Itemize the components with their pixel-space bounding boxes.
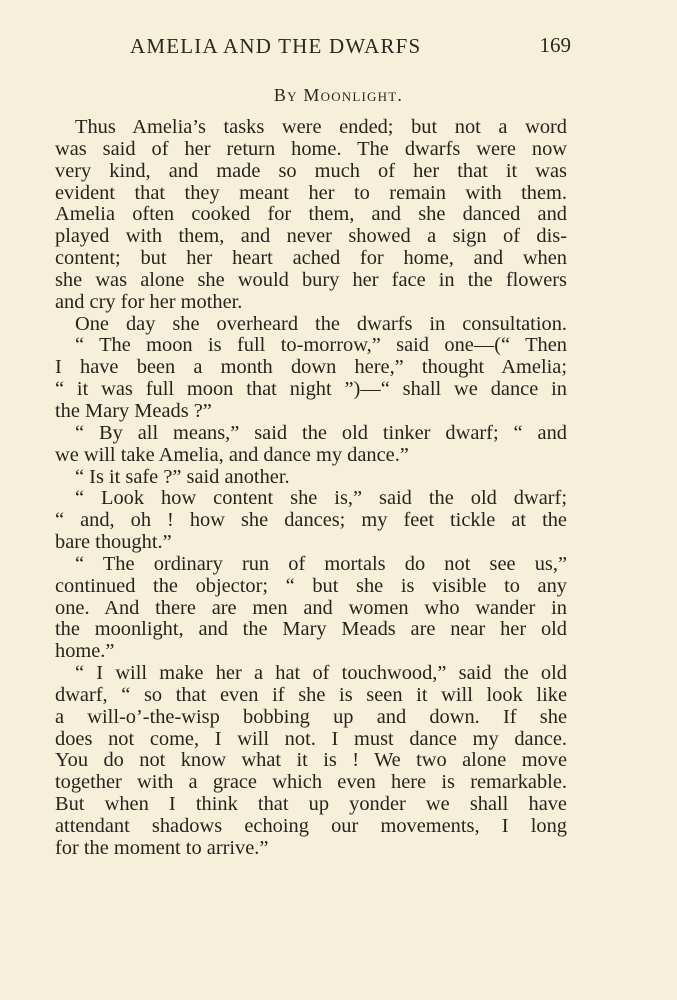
text-line: Amelia often cooked for them, and she danced and xyxy=(55,203,567,226)
section-title: By Moonlight. xyxy=(273,85,404,105)
text-line: You do not know what it is ! We two alone move xyxy=(55,749,567,772)
text-line: dwarf, “ so that even if she is seen it will look like xyxy=(55,683,567,706)
text-line: she was alone she would bury her face in the flowers xyxy=(55,268,567,291)
text-line: “ and, oh ! how she dances; my feet tickle at the xyxy=(55,509,567,532)
text-line: for the moment to arrive.” xyxy=(55,836,269,859)
text-line: “ I will make her a hat of touchwood,” said the old xyxy=(75,662,567,685)
text-line: One day she overheard the dwarfs in consultation. xyxy=(75,312,567,335)
text-line: we will take Amelia, and dance my dance.” xyxy=(55,443,409,466)
text-line: home.” xyxy=(55,640,115,663)
text-line: evident that they meant her to remain with them. xyxy=(55,181,567,204)
text-line: the Mary Meads ?” xyxy=(55,399,212,422)
text-line: the moonlight, and the Mary Meads are near her old xyxy=(55,618,567,641)
text-line: together with a grace which even here is remarkable. xyxy=(55,771,567,794)
text-line: “ it was full moon that night ”)—“ shall we dance in xyxy=(55,378,567,401)
text-line: Thus Amelia’s tasks were ended; but not a word xyxy=(75,116,567,138)
text-line: attendant shadows echoing our movements, I long xyxy=(55,815,567,837)
text-line: does not come, I will not. I must dance my dance. xyxy=(55,727,567,750)
page-number: 169 xyxy=(539,33,571,57)
text-line: was said of her return home. The dwarfs were now xyxy=(55,137,567,160)
text-line: very kind, and made so much of her that it was xyxy=(55,159,567,182)
text-line: played with them, and never showed a sign of dis- xyxy=(55,225,567,248)
running-title: AMELIA AND THE DWARFS xyxy=(130,34,422,58)
text-line: “ The moon is full to-morrow,” said one—(“ Then xyxy=(75,334,567,357)
text-line: I have been a month down here,” thought Amelia; xyxy=(55,356,567,379)
text-line: continued the objector; “ but she is visible to any xyxy=(55,574,567,597)
text-line: one. And there are men and women who wander in xyxy=(55,596,567,619)
text-line: “ Is it safe ?” said another. xyxy=(75,465,290,488)
text-line: a will-o’-the-wisp bobbing up and down. If she xyxy=(55,705,567,728)
text-line: bare thought.” xyxy=(55,531,172,554)
text-line: “ Look how content she is,” said the old dwarf; xyxy=(75,487,567,510)
text-line: But when I think that up yonder we shall have xyxy=(55,793,567,816)
text-line: “ The ordinary run of mortals do not see us,” xyxy=(75,552,567,575)
text-line: and cry for her mother. xyxy=(55,290,243,313)
text-line: content; but her heart ached for home, and when xyxy=(55,247,567,270)
text-line: “ By all means,” said the old tinker dwarf; “ and xyxy=(75,421,567,444)
body-text xyxy=(55,117,567,860)
